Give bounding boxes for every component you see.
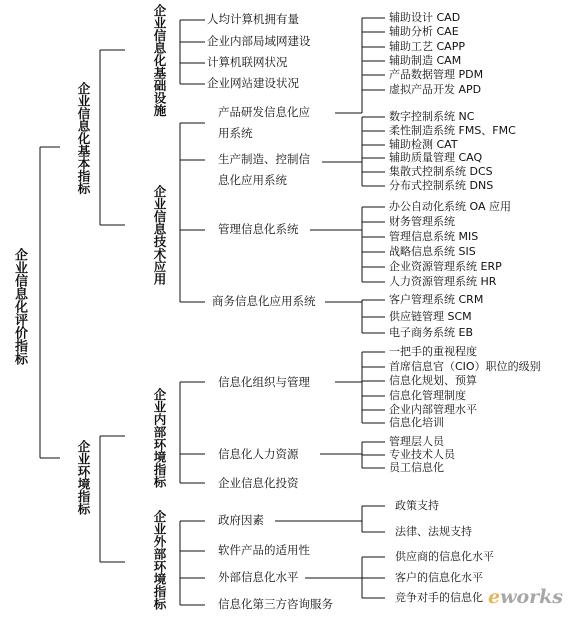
eworks-watermark-logo: eworks [488, 586, 563, 608]
group-it-application: 企业信息技术应用 [152, 185, 167, 285]
leaf-customer-level: 客户的信息化水平 [395, 571, 483, 584]
leaf-pdm: 产品数据管理 PDM [389, 68, 484, 81]
root-node: 企业信息化评价指标 [12, 248, 27, 365]
group-external-environment: 企业外部环境指标 [152, 510, 167, 610]
item-manufacturing-line1: 生产制造、控制信 [218, 152, 310, 166]
leaf-scm: 供应链管理 SCM [389, 310, 472, 323]
leaf-oa: 办公自动化系统 OA 应用 [389, 200, 511, 213]
leaf-employee-it: 员工信息化 [389, 461, 444, 474]
item-management-systems: 管理信息化系统 [218, 222, 299, 236]
leaf-dns: 分布式控制系统 DNS [389, 179, 494, 192]
item-rd-systems-line1: 产品研发信息化应 [218, 105, 310, 119]
leaf-erp: 企业资源管理系统 ERP [389, 260, 502, 273]
group-internal-environment: 企业内部环境指标 [152, 388, 167, 488]
item-software-applicability: 软件产品的适用性 [218, 543, 310, 557]
leaf-internal-management: 企业内部管理水平 [389, 403, 477, 416]
item-external-level: 外部信息化水平 [218, 570, 299, 584]
branch-basic-indicators: 企业信息化基本指标 [76, 82, 91, 195]
leaf-policy-support: 政策支持 [395, 499, 439, 512]
item-investment: 企业信息化投资 [218, 476, 299, 490]
item-consulting-services: 信息化第三方咨询服务 [218, 597, 333, 611]
leaf-caq: 辅助质量管理 CAQ [389, 151, 483, 164]
leaf-hr: 人力资源管理系统 HR [389, 275, 497, 288]
leaf-planning-budget: 信息化规划、预算 [389, 374, 477, 387]
leaf-supplier-level: 供应商的信息化水平 [395, 550, 494, 563]
leaf-fms: 柔性制造系统 FMS、FMC [389, 124, 516, 137]
leaf-sis: 战略信息系统 SIS [389, 245, 476, 258]
leaf-eb: 电子商务系统 EB [389, 326, 473, 339]
leaf-legal-support: 法律、法规支持 [395, 525, 472, 538]
branch-environment-indicators: 企业环境指标 [76, 440, 91, 515]
leaf-cat: 辅助检测 CAT [389, 138, 458, 151]
item-government: 政府因素 [218, 513, 264, 527]
leaf-apd: 虚拟产品开发 APD [389, 83, 482, 96]
leaf-technical-staff: 专业技术人员 [389, 448, 455, 461]
leaf-cad: 辅助设计 CAD [389, 11, 461, 24]
item-computers-per-capita: 人均计算机拥有量 [207, 12, 299, 26]
group-infrastructure: 企业信息化基础设施 [152, 4, 167, 117]
item-website-status: 企业网站建设状况 [207, 76, 299, 90]
leaf-mis: 管理信息系统 MIS [389, 230, 479, 243]
leaf-management-rules: 信息化管理制度 [389, 389, 466, 402]
item-commerce-systems: 商务信息化应用系统 [212, 294, 316, 308]
leaf-crm: 客户管理系统 CRM [389, 293, 484, 306]
item-human-resources: 信息化人力资源 [218, 447, 299, 461]
leaf-cae: 辅助分析 CAE [389, 25, 459, 38]
leaf-managers: 管理层人员 [389, 435, 444, 448]
leaf-nc: 数字控制系统 NC [389, 110, 475, 123]
leaf-capp: 辅助工艺 CAPP [389, 40, 465, 53]
item-rd-systems-line2: 用系统 [218, 126, 253, 140]
item-network-status: 计算机联网状况 [207, 55, 288, 69]
leaf-cam: 辅助制造 CAM [389, 54, 462, 67]
leaf-leadership: 一把手的重视程度 [389, 345, 477, 358]
item-manufacturing-line2: 息化应用系统 [218, 173, 287, 187]
leaf-competitor-level: 竞争对手的信息化 [395, 591, 483, 604]
leaf-training: 信息化培训 [389, 416, 444, 429]
item-lan-construction: 企业内部局域网建设 [207, 34, 311, 48]
item-org-management: 信息化组织与管理 [218, 375, 310, 389]
leaf-dcs: 集散式控制系统 DCS [389, 165, 493, 178]
leaf-finance: 财务管理系统 [389, 215, 455, 228]
leaf-cio: 首席信息官（CIO）职位的级别 [389, 360, 541, 373]
